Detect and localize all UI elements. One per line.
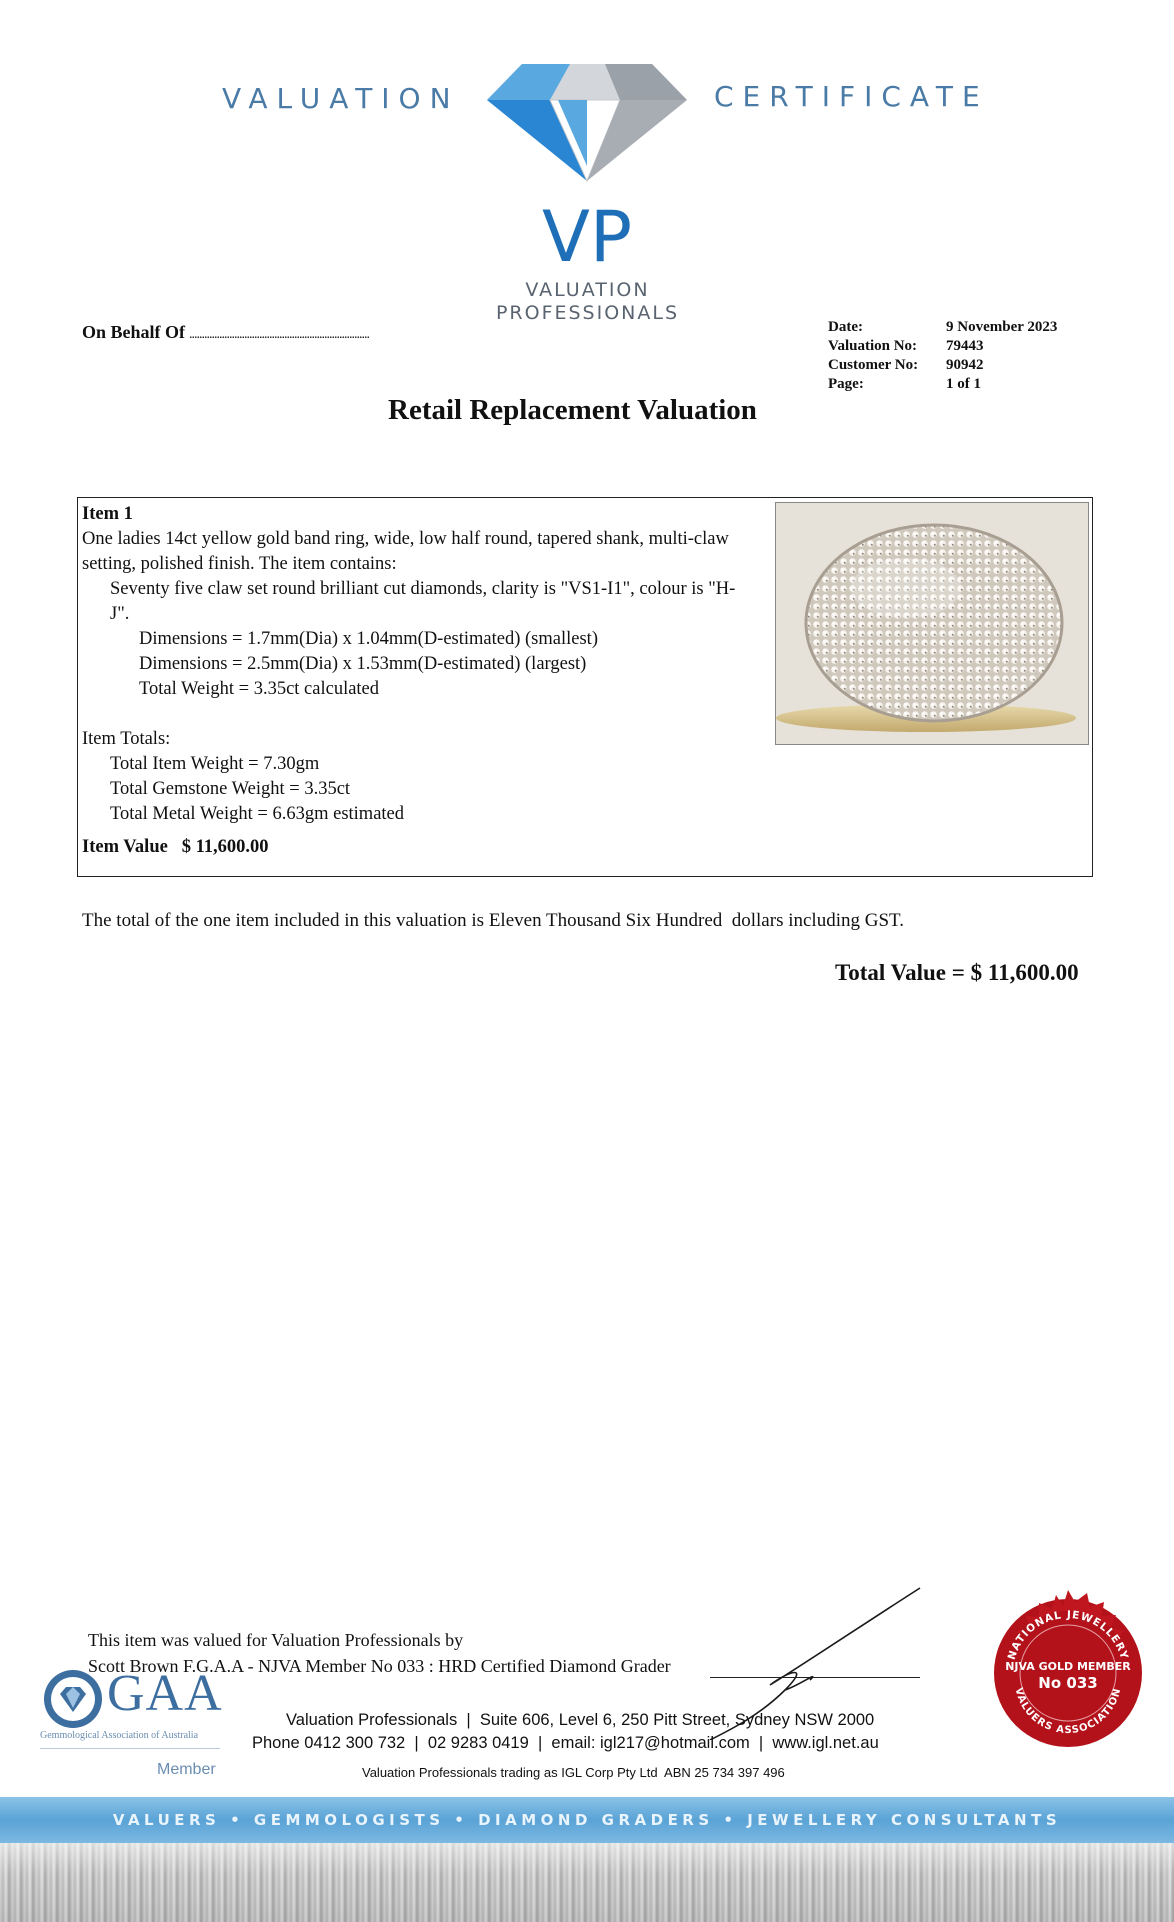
address-line: Valuation Professionals | Suite 606, Level 6, 250 Pitt Street, Sydney NSW 2000	[286, 1711, 875, 1729]
meta-block	[828, 318, 1057, 394]
seal-line1: NJVA GOLD MEMBER	[1005, 1660, 1131, 1673]
ring-image-icon	[776, 503, 1089, 745]
gaa-logo-text: GAA	[107, 1665, 223, 1722]
njva-seal-icon	[983, 1588, 1153, 1758]
item-stones-line2: J".	[110, 604, 130, 624]
item-value: $ 11,600.00	[181, 837, 269, 857]
total-value: Total Value = $ 11,600.00	[835, 960, 1079, 985]
total-metal-weight: Total Metal Weight = 6.63gm estimated	[110, 804, 405, 824]
gaa-emblem-icon	[42, 1668, 104, 1730]
meta-value: 79443	[946, 338, 984, 354]
on-behalf-dots: ........................................................................	[189, 327, 370, 342]
meta-value: 90942	[946, 357, 984, 373]
total-gemstone-weight: Total Gemstone Weight = 3.35ct	[110, 779, 351, 799]
meta-label: Customer No:	[828, 357, 919, 373]
meta-label: Page:	[828, 376, 864, 392]
valued-by-line2: Scott Brown F.G.A.A - NJVA Member No 033 : HRD Certified Diamond Grader	[88, 1656, 671, 1676]
contact-line: Phone 0412 300 732 | 02 9283 0419 | email: igl217@hotmail.com | www.igl.net.au	[252, 1734, 879, 1752]
total-item-weight: Total Item Weight = 7.30gm	[110, 754, 320, 774]
item-stones-line1: Seventy five claw set round brilliant cut diamonds, clarity is "VS1-I1", colour is "H-	[110, 579, 736, 599]
ring-photo	[775, 502, 1089, 745]
trading-line: Valuation Professionals trading as IGL Corp Pty Ltd ABN 25 734 397 496	[362, 1765, 785, 1780]
item-dimensions-large: Dimensions = 2.5mm(Dia) x 1.53mm(D-estimated) (largest)	[139, 654, 587, 674]
item-dimensions-small: Dimensions = 1.7mm(Dia) x 1.04mm(D-estimated) (smallest)	[139, 629, 598, 649]
vp-mark: VP	[542, 196, 633, 271]
logo-sub-professionals: PROFESSIONALS	[495, 302, 680, 324]
meta-value: 9 November 2023	[946, 319, 1058, 335]
meta-value: 1 of 1	[946, 376, 981, 392]
item-desc-line2: setting, polished finish. The item contains:	[82, 554, 397, 574]
meta-row	[828, 375, 1057, 394]
page-title: Retail Replacement Valuation	[388, 394, 757, 426]
bottom-texture-overlay	[0, 1843, 1174, 1922]
item-desc-line1: One ladies 14ct yellow gold band ring, wide, low half round, tapered shank, multi-claw	[82, 529, 729, 549]
header-left-word: VALUATION	[222, 82, 460, 115]
item-details	[82, 502, 772, 860]
seal-top-text: NATIONAL JEWELLERY	[1005, 1608, 1131, 1662]
item-heading: Item 1	[82, 504, 133, 524]
header-right-word: CERTIFICATE	[714, 80, 989, 113]
logo-sub-valuation: VALUATION	[525, 279, 650, 301]
seal-line2: No 033	[1038, 1674, 1098, 1692]
on-behalf-line	[82, 322, 369, 343]
footer-banner	[0, 1797, 1174, 1843]
item-value-line	[82, 835, 772, 860]
meta-label: Valuation No:	[828, 338, 918, 354]
gaa-subtitle: Gemmological Association of Australia	[40, 1730, 199, 1741]
valued-by-line1: This item was valued for Valuation Professionals by	[88, 1630, 464, 1650]
on-behalf-label: On Behalf Of	[82, 322, 186, 342]
meta-row	[828, 318, 1057, 337]
gaa-divider	[40, 1748, 220, 1749]
item-totals-heading: Item Totals:	[82, 729, 171, 749]
meta-row	[828, 337, 1057, 356]
meta-row	[828, 356, 1057, 375]
meta-label: Date:	[828, 319, 863, 335]
footer-banner-text: VALUERS • GEMMOLOGISTS • DIAMOND GRADERS • JEWELLERY CONSULTANTS	[112, 1811, 1062, 1829]
item-value-label: Item Value	[82, 837, 168, 857]
diamond-logo-icon	[480, 56, 695, 271]
item-total-weight: Total Weight = 3.35ct calculated	[139, 679, 380, 699]
gaa-member-label: Member	[157, 1761, 216, 1778]
seal-bottom-text: VALUERS ASSOCIATION	[1012, 1686, 1124, 1737]
summary-text: The total of the one item included in this valuation is Eleven Thousand Six Hundred dollars including GST.	[82, 910, 904, 931]
